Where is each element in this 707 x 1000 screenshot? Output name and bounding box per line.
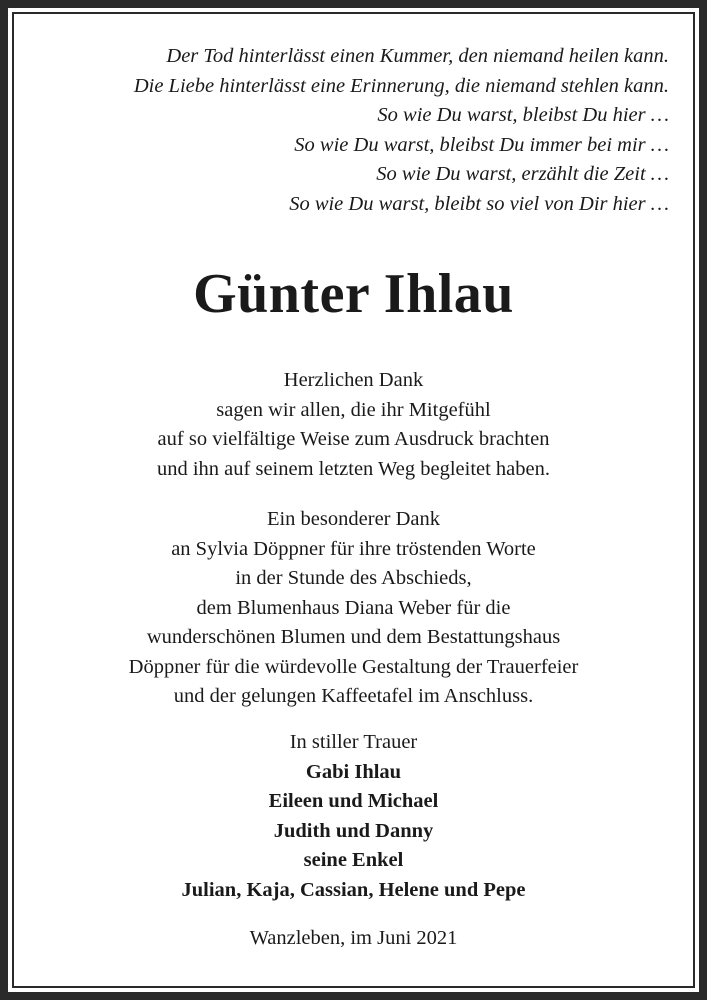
poem-line: So wie Du warst, erzählt die Zeit …	[376, 163, 669, 185]
mourning-block	[0, 728, 707, 905]
special-thanks-line: an Sylvia Döppner für ihre tröstenden Worte	[171, 537, 536, 560]
poem-line: So wie Du warst, bleibt so viel von Dir hier …	[289, 192, 669, 215]
thanks-line: sagen wir allen, die ihr Mitgefühl	[216, 398, 491, 421]
special-thanks-line: und der gelungen Kaffeetafel im Anschluss.	[173, 685, 534, 707]
poem-line: So wie Du warst, bleibst Du hier …	[377, 104, 669, 126]
thanks-line: Herzlichen Dank	[283, 369, 424, 391]
thanks-line: auf so vielfältige Weise zum Ausdruck brachten	[157, 428, 550, 450]
mourner-name: Eileen und Michael	[268, 790, 439, 812]
poem-line: Die Liebe hinterlässt eine Erinnerung, die niemand stehlen kann.	[133, 74, 669, 97]
poem	[134, 42, 669, 219]
mourner-name: Julian, Kaja, Cassian, Helene und Pepe	[181, 878, 526, 901]
thanks-block	[0, 366, 707, 484]
mourning-intro: In stiller Trauer	[289, 731, 418, 753]
special-thanks-line: in der Stunde des Abschieds,	[235, 567, 472, 589]
special-thanks-line: wunderschönen Blumen und dem Bestattungshaus	[146, 626, 561, 648]
place-date: Wanzleben, im Juni 2021	[249, 927, 458, 949]
special-thanks-line: dem Blumenhaus Diana Weber für die	[196, 596, 511, 619]
special-thanks-line: Döppner für die würdevolle Gestaltung der Trauerfeier	[128, 655, 579, 678]
mourner-name: seine Enkel	[303, 849, 404, 871]
deceased-name: Günter Ihlau	[193, 263, 514, 325]
special-thanks-line: Ein besonderer Dank	[266, 508, 441, 530]
poem-line: So wie Du warst, bleibst Du immer bei mir …	[294, 133, 669, 156]
special-thanks-block	[0, 505, 707, 712]
thanks-line: und ihn auf seinem letzten Weg begleitet haben.	[156, 457, 551, 480]
mourner-name: Judith und Danny	[273, 819, 434, 842]
mourner-name: Gabi Ihlau	[305, 760, 402, 783]
poem-line: Der Tod hinterlässt einen Kummer, den niemand heilen kann.	[166, 45, 669, 67]
